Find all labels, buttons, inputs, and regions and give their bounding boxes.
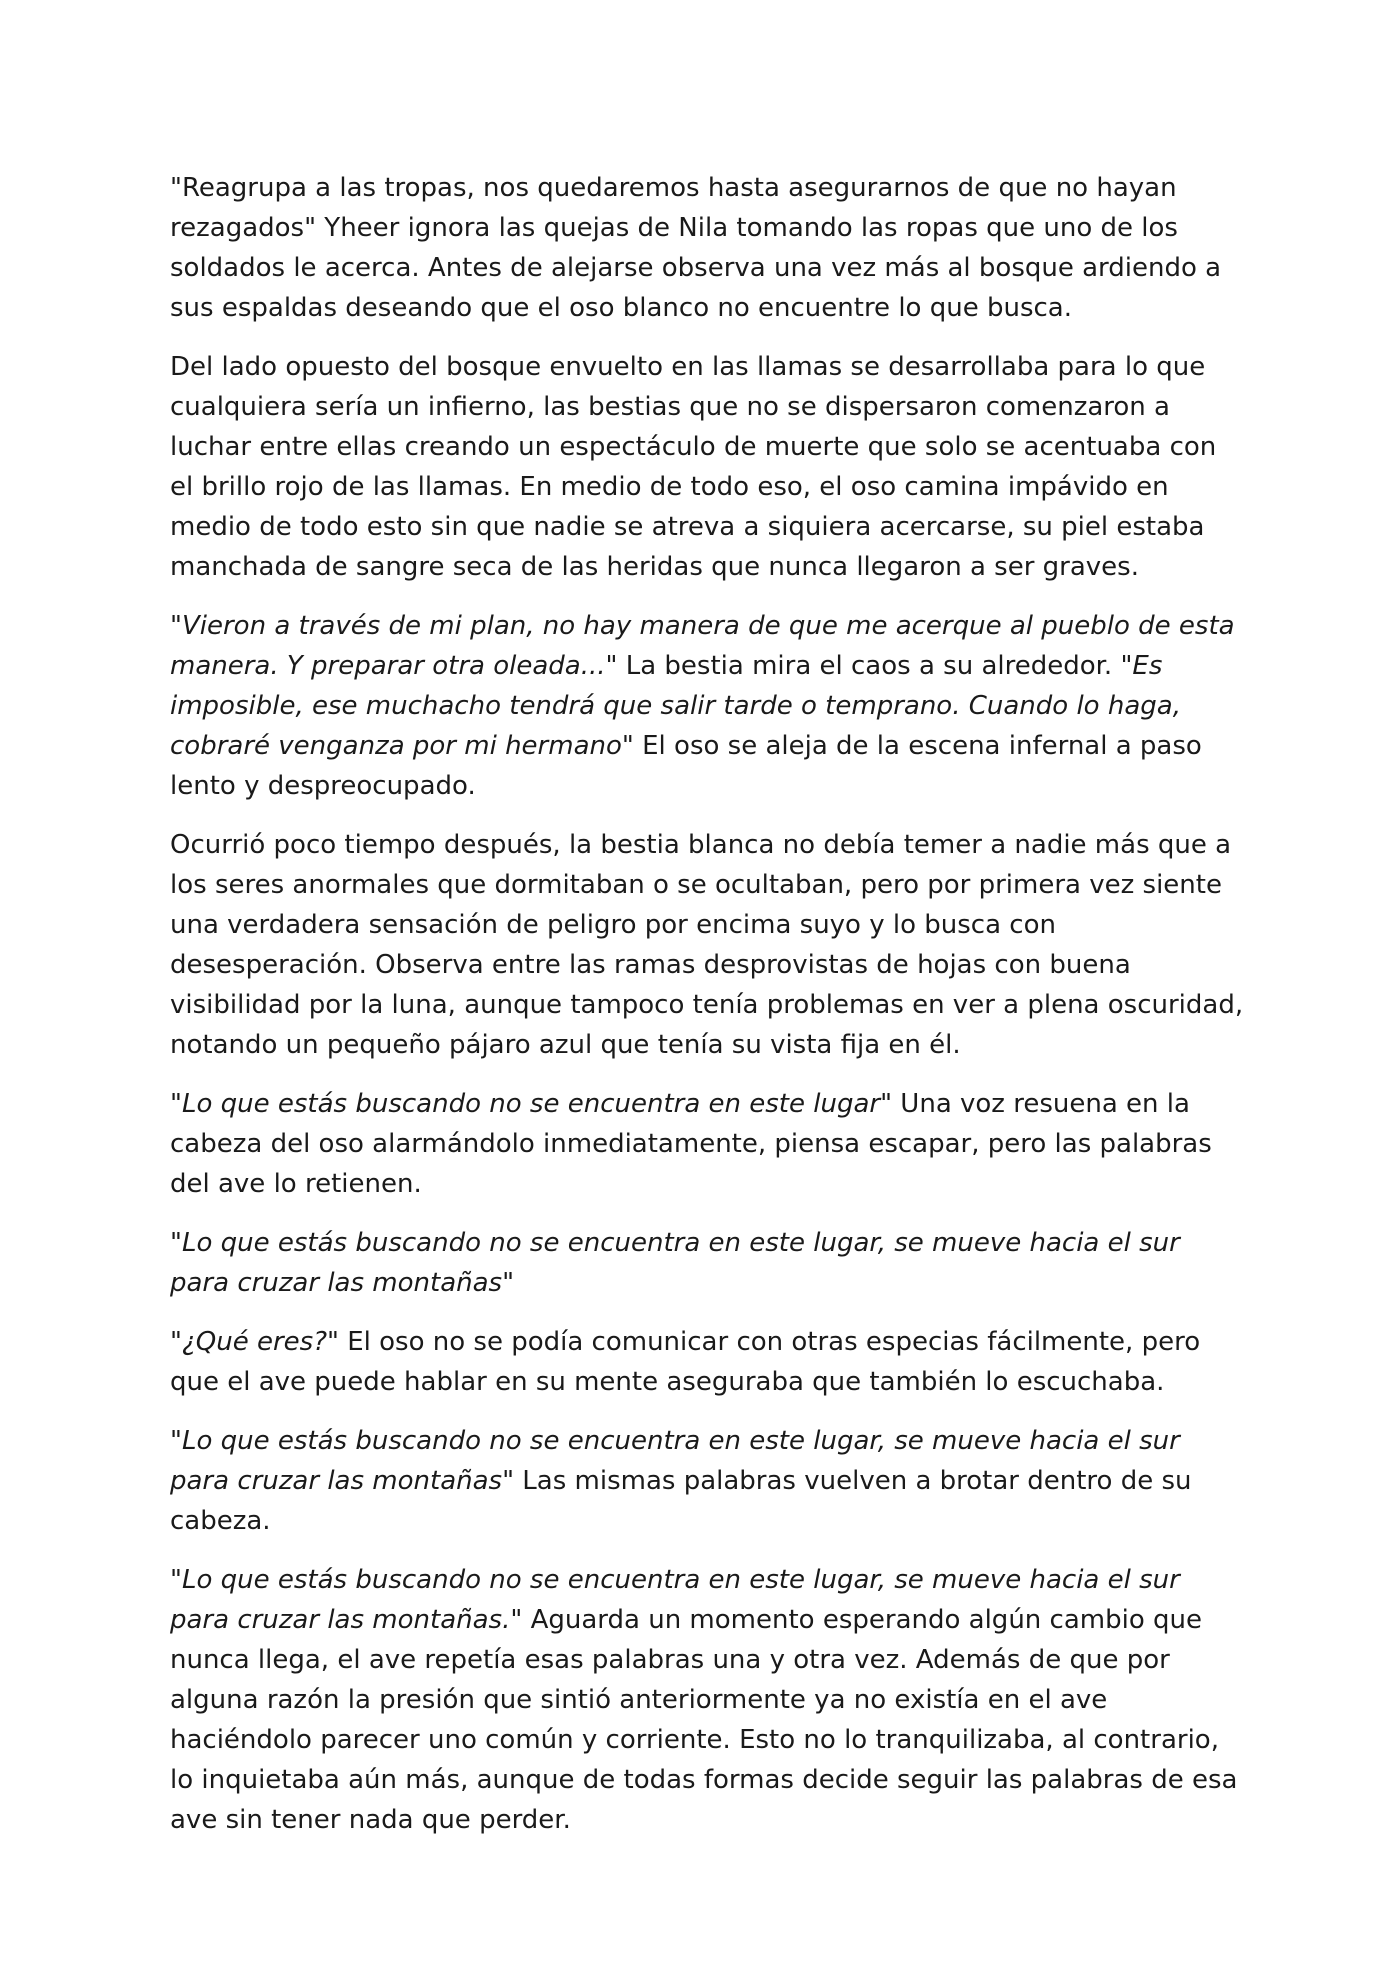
text-run: El oso no se podía comunicar con otras especias fácilmente, pero que el ave puede hablar en su mente aseguraba que también lo escuchaba. xyxy=(170,1327,1201,1397)
paragraph xyxy=(170,347,1245,587)
text-run: El oso se aleja de la escena infernal a paso lento y despreocupado. xyxy=(170,731,1202,801)
italic-text-run: Es imposible, ese muchacho tendrá que salir tarde o temprano. Cuando lo haga, cobraré venganza por mi hermano" xyxy=(170,651,1181,761)
text-run: Una voz resuena en la cabeza del oso alarmándolo inmediatamente, piensa escapar, pero las palabras del ave lo retienen. xyxy=(170,1089,1212,1199)
paragraph xyxy=(170,825,1245,1065)
paragraph xyxy=(170,168,1245,328)
italic-text-run: Vieron a través de mi plan, no hay manera de que me acerque al pueblo de esta manera. Y preparar otra oleada..." xyxy=(170,611,1235,681)
paragraph xyxy=(170,606,1245,806)
italic-text-run: "¿Qué eres?" xyxy=(170,1327,339,1357)
paragraph xyxy=(170,1322,1245,1402)
document-page xyxy=(170,168,1245,1859)
paragraph xyxy=(170,1421,1245,1541)
text-run: Aguarda un momento esperando algún cambio que nunca llega, el ave repetía esas palabras una y otra vez. Además de que por alguna razón la presión que sintió anteriormente ya no existía en el ave haciéndolo parecer uno común y corriente. Esto no lo tranquilizaba, al contrario, lo inquietaba aún más, aunque de todas formas decide seguir las palabras de esa ave sin tener nada que perder. xyxy=(170,1605,1238,1835)
text-run: La bestia mira el caos a su alrededor. " xyxy=(617,651,1133,681)
paragraph xyxy=(170,1223,1245,1303)
text-run: " xyxy=(170,1426,182,1456)
italic-text-run: Lo que estás buscando no se encuentra en este lugar, se mueve hacia el sur para cruzar las montañas" xyxy=(170,1426,1180,1496)
paragraph xyxy=(170,1084,1245,1204)
text-run: Las mismas palabras vuelven a brotar dentro de su cabeza. xyxy=(170,1466,1192,1536)
italic-text-run: Lo que estás buscando no se encuentra en este lugar" xyxy=(181,1089,893,1119)
text-run: Del lado opuesto del bosque envuelto en las llamas se desarrollaba para lo que cualquiera sería un infierno, las bestias que no se dispersaron comenzaron a luchar entre ellas creando un espectáculo de muerte que solo se acentuaba con el brillo rojo de las llamas. En medio de todo eso, el oso camina impávido en medio de todo esto sin que nadie se atreva a siquiera acercarse, su piel estaba manchada de sangre seca de las heridas que nunca llegaron a ser graves. xyxy=(170,352,1217,582)
text-run: " xyxy=(170,1565,182,1595)
text-run: " xyxy=(170,1228,182,1258)
italic-text-run: Lo que estás buscando no se encuentra en este lugar, se mueve hacia el sur para cruzar las montañas" xyxy=(170,1228,1180,1298)
text-run: " xyxy=(170,611,182,641)
text-run: " xyxy=(170,1089,182,1119)
paragraph xyxy=(170,1560,1245,1840)
italic-text-run: Lo que estás buscando no se encuentra en este lugar, se mueve hacia el sur para cruzar las montañas." xyxy=(170,1565,1180,1635)
text-run: "Reagrupa a las tropas, nos quedaremos hasta asegurarnos de que no hayan rezagados" Yheer ignora las quejas de Nila tomando las ropas que uno de los soldados le acerca. Antes de alejarse observa una vez más al bosque ardiendo a sus espaldas deseando que el oso blanco no encuentre lo que busca. xyxy=(170,173,1222,323)
text-run: Ocurrió poco tiempo después, la bestia blanca no debía temer a nadie más que a los seres anormales que dormitaban o se ocultaban, pero por primera vez siente una verdadera sensación de peligro por encima suyo y lo busca con desesperación. Observa entre las ramas desprovistas de hojas con buena visibilidad por la luna, aunque tampoco tenía problemas en ver a plena oscuridad, notando un pequeño pájaro azul que tenía su vista fija en él. xyxy=(170,830,1244,1060)
